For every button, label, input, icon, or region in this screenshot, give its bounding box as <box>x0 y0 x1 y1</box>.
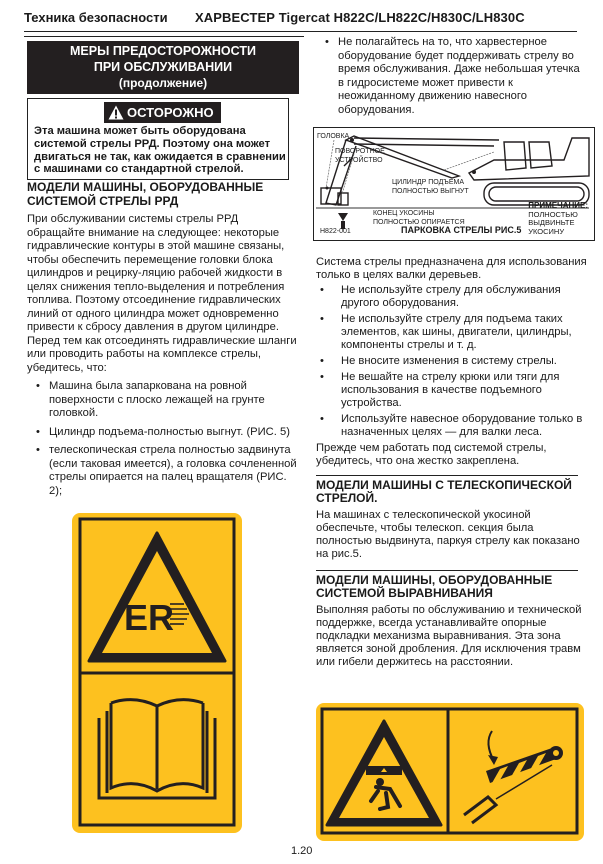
list-item: • Не вносите изменения в систему стрелы. <box>316 355 588 368</box>
crush-hazard-triangle-icon <box>327 721 441 825</box>
right-column-top <box>316 36 584 117</box>
section-title-leveling: МОДЕЛИ МАШИНЫ, ОБОРУДОВАННЫЕ СИСТЕМОЙ ВЫРАВНИВАНИЯ <box>316 573 553 600</box>
section-divider <box>316 475 578 476</box>
er-letters: ER <box>124 597 175 638</box>
rrd-checklist <box>27 380 297 498</box>
banner-line-2: ПРИ ОБСЛУЖИВАНИИ <box>93 60 233 74</box>
warning-triangle-icon <box>108 105 124 120</box>
list-item: • Машина была запаркована на ровной поверхности с плоско лежащей на грунте головкой. <box>27 380 297 421</box>
boom-secure-text: Прежде чем работать под системой стрелы, убедитесь, что она жестко закреплена. <box>316 442 547 467</box>
list-item: • Используйте навесное оборудование только в назначенных целях — для валки леса. <box>316 413 588 439</box>
safety-decal-er-manual <box>72 513 242 833</box>
list-item: • телескопическая стрела полностью задвинута (если таковая имеется), а головка сочлененной стрелы опирается на палец вращателя (РИС. 2); <box>27 444 297 498</box>
figure-code: H822-001 <box>320 228 351 235</box>
boom-restrictions-list <box>316 284 588 439</box>
left-column-divider <box>24 36 304 37</box>
figure-caption: ПАРКОВКА СТРЕЛЫ РИС.5 <box>401 225 522 235</box>
er-warning-triangle-icon <box>89 533 225 661</box>
caution-header <box>104 102 221 123</box>
boom-lock-support-icon <box>464 731 563 823</box>
banner-line-3: (продолжение) <box>118 76 208 90</box>
caution-label: ОСТОРОЖНО <box>127 105 214 120</box>
list-item: • Не полагайтесь на то, что харвестерное оборудование будет поддерживать стрелу во время обслуживания. Даже небольшая утечка в гидросистеме может привести к неожиданному движению навесного оборудования. <box>316 36 584 117</box>
figure-boom-parking <box>313 127 595 241</box>
section-title-telescopic: МОДЕЛИ МАШИНЫ С ТЕЛЕСКОПИЧЕСКОЙ СТРЕЛОЙ. <box>316 478 572 505</box>
read-manual-book-icon <box>99 700 215 798</box>
list-item: • Не используйте стрелу для обслуживания другого оборудования. <box>316 284 588 310</box>
section-title-rrd: МОДЕЛИ МАШИНЫ, ОБОРУДОВАННЫЕ СИСТЕМОЙ СТРЕЛЫ РРД <box>27 180 264 208</box>
label-cylinder-2: ПОЛНОСТЬЮ ВЫГНУТ <box>392 188 469 195</box>
safety-decal-crush-lock <box>316 703 584 841</box>
list-item: • Цилиндр подъема-полностью выгнут. (РИС. 5) <box>27 426 297 440</box>
label-cylinder-1: ЦИЛИНДР ПОДЪЕМА <box>392 179 465 186</box>
note-line-1: ПОЛНОСТЬЮ <box>528 209 578 219</box>
figure-note <box>528 202 588 236</box>
note-line-3: УКОСИНУ <box>528 226 565 236</box>
section-divider <box>316 570 578 571</box>
label-boom-end-2: ПОЛНОСТЬЮ ОПИРАЕТСЯ <box>373 219 465 226</box>
label-boom-end-1: КОНЕЦ УКОСИНЫ <box>373 210 435 217</box>
left-column <box>27 181 297 503</box>
telescopic-text: На машинах с телескопической укосиной обеспечьте, чтобы телескоп. секция была полностью выдвинута, паркуя стрелу как показано на рис.5. <box>316 509 580 560</box>
page-number: 1.20 <box>291 845 313 857</box>
list-item: • Не вешайте на стрелу крюки или тяги для использования в качестве подъемного устройства. <box>316 371 588 410</box>
banner-line-1: МЕРЫ ПРЕДОСТОРОЖНОСТИ <box>70 44 256 58</box>
leveling-text: Выполняя работы по обслуживанию и технической поддержке, всегда устанавливайте опорные подкладки механизма выравнивания. Эта зона является зоной дробления. Для исключения травм или гибели держитесь на расстоянии. <box>316 604 582 668</box>
header-divider <box>24 31 577 32</box>
section-banner <box>27 41 299 94</box>
right-column-main <box>316 256 588 669</box>
rrd-paragraph: При обслуживании системы стрелы РРД обращайте внимание на следующее: некоторые гидравлические контуры в этой машине связаны, чтобы обеспечить перемещение головки блока цилиндров и рецирку-ляцию рабочей жидкости в целях снижения тепло-выделения и потребления топлива. Поэтому отсоединение гидравлических линий от одного цилиндра может одновременно привести к сбросу давления в другом цилиндре. Перед тем как отсоединять гидравлические шланги или проводить работы на комплексе стрелы, убедитесь, что: <box>27 213 297 374</box>
label-rotator-1: ПОВОРОТНОЕ <box>335 148 385 155</box>
caution-text: Эта машина может быть оборудована системой стрелы РРД. Поэтому она может двигаться не так, как ожидается в сравнении с машинами со стандартной стрелой. <box>34 125 286 176</box>
label-head: ГОЛОВКА <box>317 133 350 140</box>
header-section-title: Техника безопасности <box>24 10 168 25</box>
note-line-2: ВЫДВИНЬТЕ <box>528 218 575 227</box>
list-item: • Не используйте стрелу для подъема таких элементов, как шины, двигатели, цилиндры, компоненты стрелы и т. д. <box>316 313 588 352</box>
label-rotator-2: УСТРОЙСТВО <box>335 157 383 164</box>
boom-purpose-text: Система стрелы предназначена для использования только в целях валки деревьев. <box>316 256 587 281</box>
header-model-title: ХАРВЕСТЕР Tigercat H822C/LH822C/H830C/LH830C <box>195 10 525 25</box>
caution-notice <box>27 98 289 180</box>
note-title: ПРИМЕЧАНИЕ: <box>528 201 588 210</box>
